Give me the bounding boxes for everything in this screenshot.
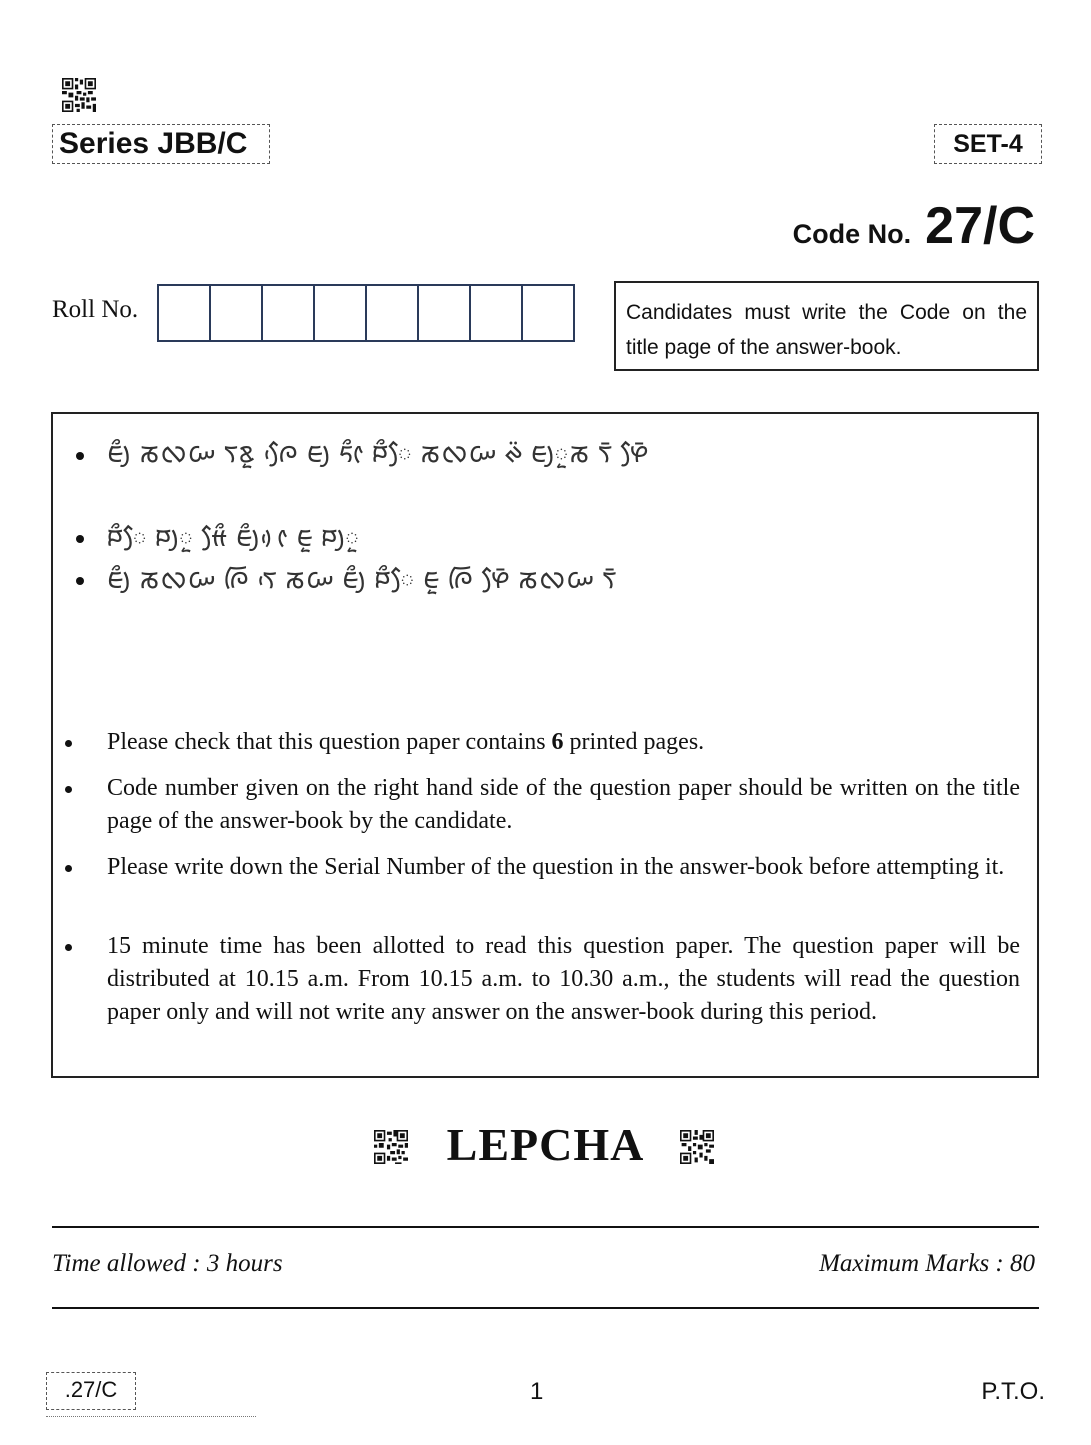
qr-code-icon (62, 78, 96, 112)
roll-box[interactable] (315, 286, 367, 340)
bullet (65, 740, 72, 747)
bullet (65, 865, 72, 872)
instruction-item (107, 726, 1020, 759)
microprint-line (46, 1416, 256, 1420)
roll-box[interactable] (367, 286, 419, 340)
roll-box[interactable] (263, 286, 315, 340)
instructions-box (51, 412, 1039, 1078)
code-number (793, 196, 1035, 256)
instruction-item: 15 minute time has been allotted to read this question paper. The question paper will be distributed at 10.15 a.m. From 10.15 a.m. to 10.30 a.m., the students will read the question paper only and will not write any answer on the answer-book during this period. (107, 933, 1020, 1025)
bullet (76, 535, 84, 543)
footer-code: .27/C (46, 1372, 136, 1410)
lepcha-instruction: ᰐᰰᰧ ᰐᰪᰬ ᰙᰧᰰ ᰀᰪᰰ ᰦᰴ ᰀᰬ ᰐᰪᰬ (107, 522, 360, 552)
set-label: SET-4 (934, 124, 1042, 164)
pto-label: P.T.O. (981, 1378, 1045, 1405)
roll-box[interactable] (523, 286, 573, 340)
roll-box[interactable] (471, 286, 523, 340)
instruction-item: Please write down the Serial Number of the question in the answer-book before attempting it. (107, 854, 1005, 880)
lepcha-instruction: ᰀᰪᰰ ᰕᰜᰠ ᰛᰣᰬ ᰍᰧᰵ ᰀᰪ ᰁᰦᰰ ᰐᰰᰧ ᰕᰜᰠ ᰊᰮ ᰀᰪᰬᰕ ᰛᰳ ᰋᰧᰳ (107, 438, 650, 468)
instruction-text: Please check that this question paper contains (107, 729, 552, 755)
lepcha-instruction: ᰀᰪᰰ ᰕᰜᰠ ᰍᰩ ᰛᰵ ᰕᰠ ᰀᰪᰰ ᰐᰰᰧ ᰀᰬ ᰍᰩ ᰋᰧᰳ ᰕᰜᰠ ᰛᰳ (107, 564, 618, 594)
qr-code-icon (680, 1130, 714, 1164)
bullet (65, 786, 72, 793)
code-value: 27/C (925, 197, 1035, 255)
maximum-marks: Maximum Marks : 80 (819, 1250, 1035, 1277)
page-number: 1 (530, 1378, 544, 1405)
instruction-item: Code number given on the right hand side of the question paper should be written on the title page of the answer-book by the candidate. (107, 775, 1020, 834)
divider (52, 1226, 1039, 1228)
code-note: Candidates must write the Code on the title page of the answer-book. (614, 281, 1039, 371)
roll-box[interactable] (159, 286, 211, 340)
bullet (65, 944, 72, 951)
roll-label: Roll No. (52, 296, 139, 323)
roll-box[interactable] (419, 286, 471, 340)
instruction-bold: 6 (551, 729, 564, 755)
series-label: Series JBB/C (52, 124, 270, 164)
roll-number-boxes[interactable] (157, 284, 575, 342)
roll-box[interactable] (211, 286, 263, 340)
divider (52, 1307, 1039, 1309)
subject-title: LEPCHA (446, 1119, 645, 1170)
bullet (76, 577, 84, 585)
bullet (76, 452, 84, 460)
instruction-text: printed pages. (563, 729, 705, 755)
code-label: Code No. (792, 219, 912, 249)
time-allowed: Time allowed : 3 hours (52, 1250, 283, 1277)
